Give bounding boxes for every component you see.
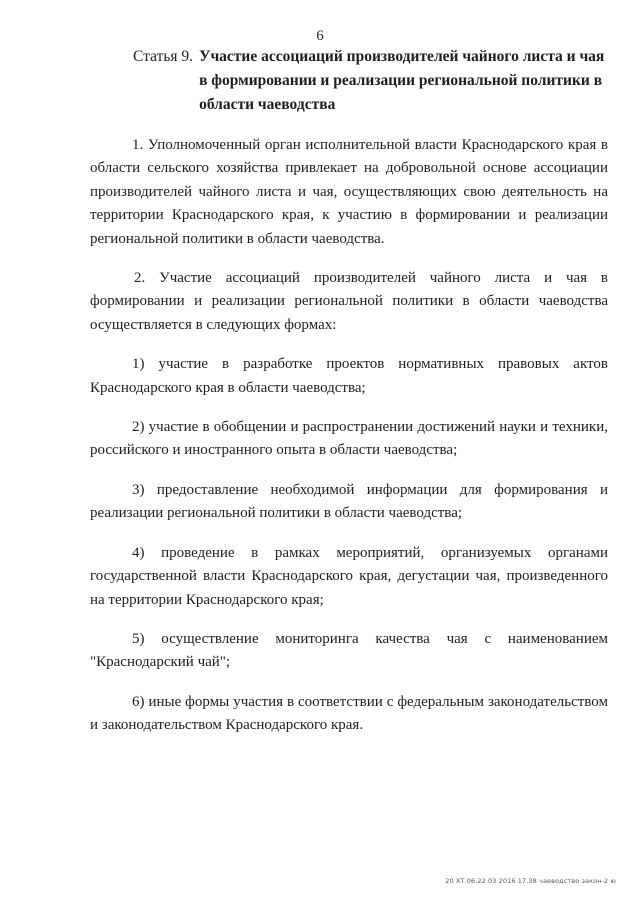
list-item: 3) предоставление необходимой информации для формирования и реализации региональной политики в области чаеводства; (90, 481, 608, 522)
list-item: 1) участие в разработке проектов нормативных правовых актов Краснодарского края в области чаеводства; (90, 356, 608, 396)
article-heading (133, 45, 613, 117)
paragraph-2: 2. Участие ассоциаций производителей чайного листа и чая в формировании и реализации региональной политики в области чаеводства осуществляется в следующих формах: (90, 270, 608, 333)
article-label: Статья 9. (133, 48, 194, 65)
list-item: 6) иные формы участия в соответствии с федеральным законодательством и законодательством Краснодарского края. (90, 693, 608, 734)
paragraph-1: 1. Уполномоченный орган исполнительной власти Краснодарского края в области сельского хозяйства привлекает на добровольной основе ассоциации производителей чайного листа и чая, осуществляющих свою деятельность на территории Краснодарского края, к участию в формировании и реализации региональной политики в области чаеводства. (90, 137, 608, 247)
article-body (90, 134, 608, 754)
article-title: Участие ассоциаций производителей чайного листа и чая в формировании и реализации региональной политики в области чаеводства (199, 48, 605, 113)
list-item: 2) участие в обобщении и распространении достижений науки и техники, российского и иностранного опыта в области чаеводства; (90, 419, 608, 459)
list-item: 5) осуществление мониторинга качества чая с наименованием "Краснодарский чай"; (90, 630, 608, 671)
page-number: 6 (316, 28, 324, 44)
list-item: 4) проведение в рамках мероприятий, организуемых органами государственной власти Краснодарского края, дегустации чая, произведенного на территории Краснодарского края; (90, 544, 608, 608)
footer-stamp: 20 ХТ.06.22 03 2016 17.38 чаеводство закон-2 ю (445, 877, 616, 885)
